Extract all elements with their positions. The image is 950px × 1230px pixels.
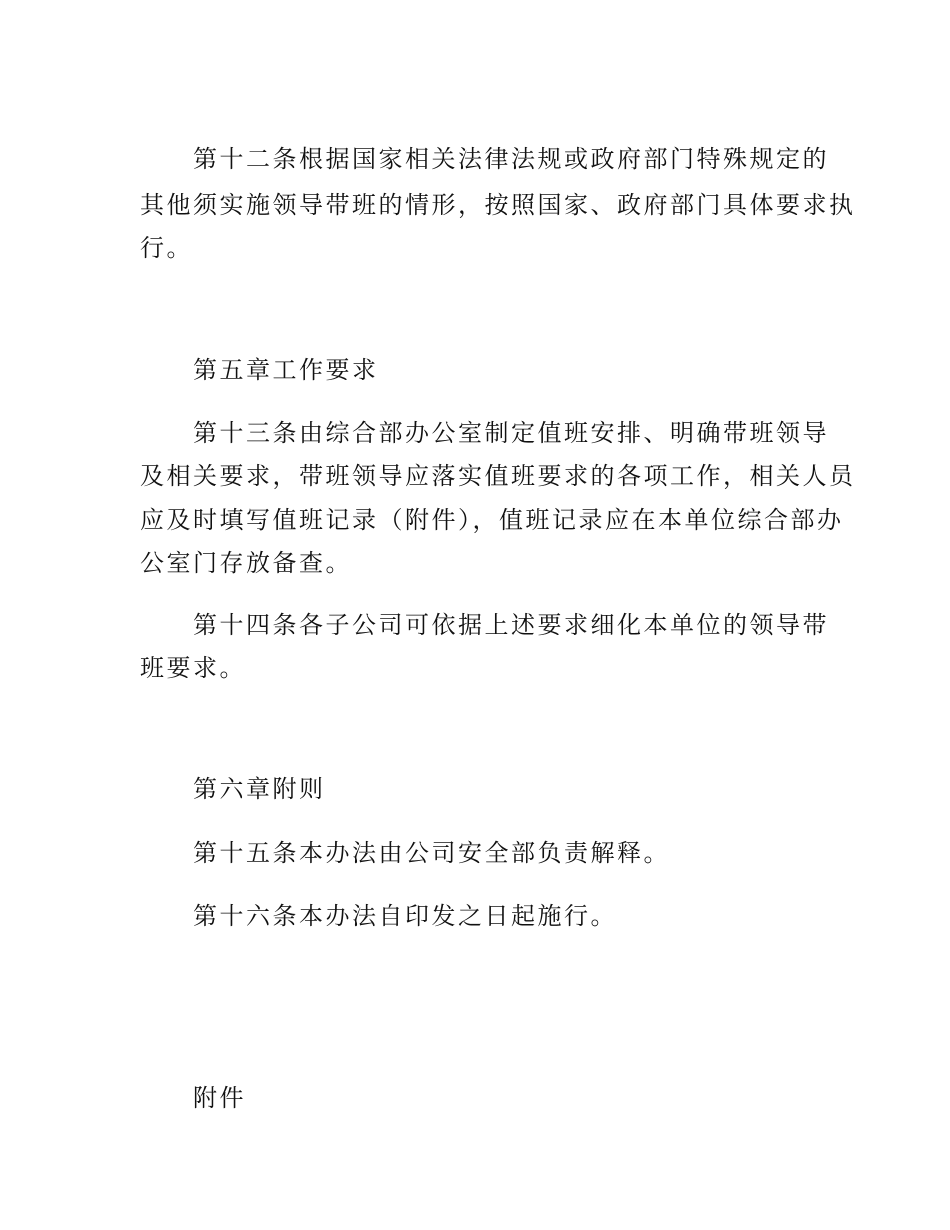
article-14-line-2: 班要求。: [140, 654, 246, 682]
article-12-line-3: 行。: [140, 234, 193, 262]
article-13-line-4: 公室门存放备查。: [140, 549, 352, 577]
article-12-line-2: 其他须实施领导带班的情形，按照国家、政府部门具体要求执: [140, 191, 856, 219]
article-13-line-1: 第十三条由综合部办公室制定值班安排、明确带班领导: [193, 419, 829, 447]
article-14-line-1: 第十四条各子公司可依据上述要求细化本单位的领导带: [193, 611, 829, 639]
article-12-line-1: 第十二条根据国家相关法律法规或政府部门特殊规定的: [193, 145, 829, 173]
chapter-5-title: 第五章工作要求: [193, 356, 379, 384]
article-13-line-2: 及相关要求，带班领导应落实值班要求的各项工作，相关人员: [140, 462, 856, 490]
article-13-line-3: 应及时填写值班记录（附件），值班记录应在本单位综合部办: [140, 506, 844, 534]
article-16: 第十六条本办法自印发之日起施行。: [193, 902, 617, 930]
chapter-6-title: 第六章附则: [193, 775, 326, 803]
attachment-label: 附件: [193, 1084, 246, 1112]
article-15: 第十五条本办法由公司安全部负责解释。: [193, 839, 670, 867]
